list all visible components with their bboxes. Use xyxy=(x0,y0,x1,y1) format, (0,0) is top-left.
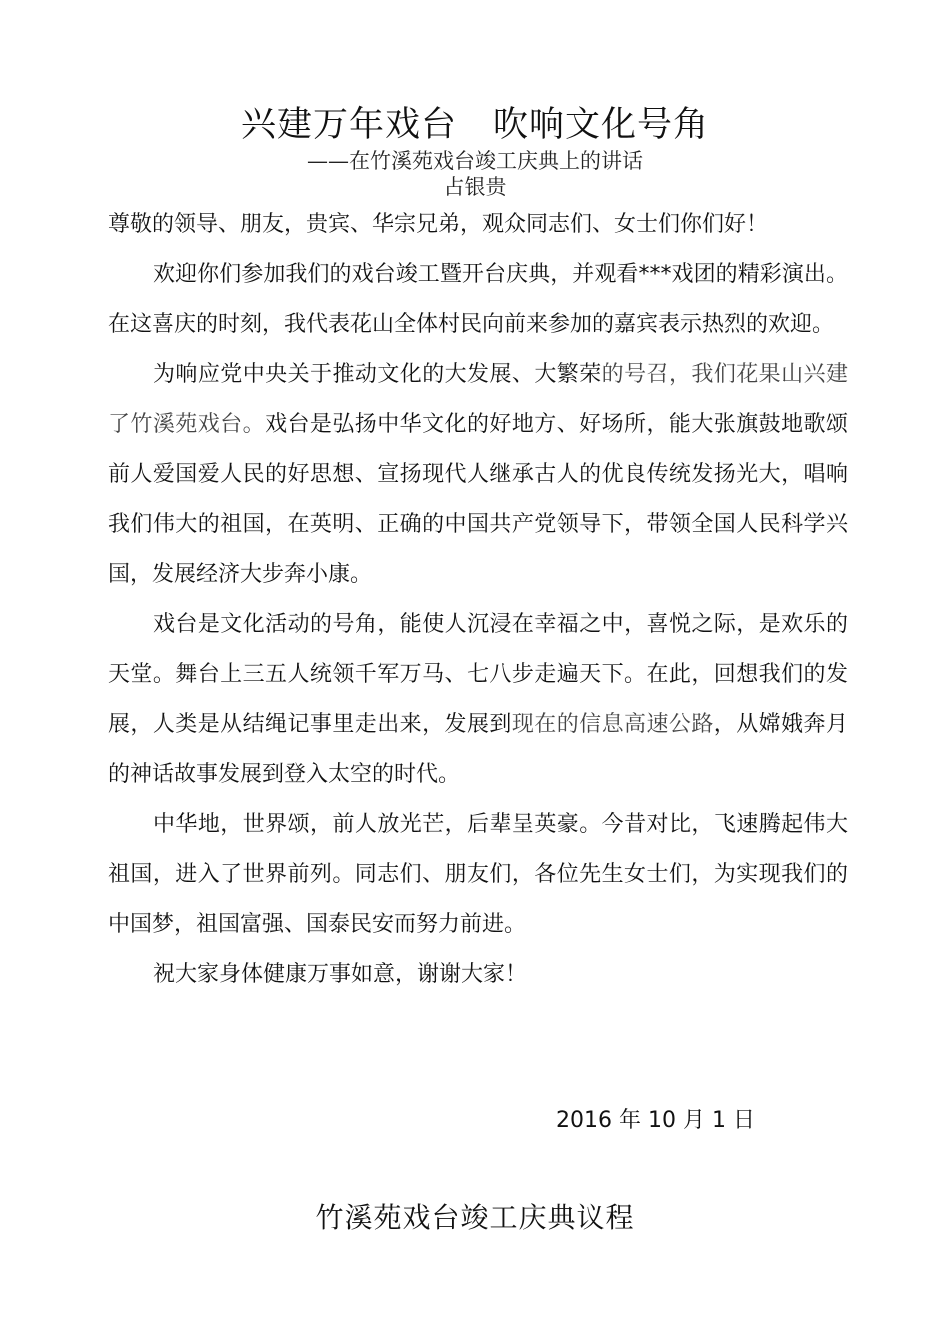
theatre-paragraph-part-1: 为响应党中央关于推动文化的大发展、大繁荣 xyxy=(153,362,602,387)
theatre-paragraph-part-3: 戏台是弘扬中华文化的好地方、好场所，能大张旗鼓地歌颂前人爱国爱人民的好思想、宣扬现代人继承古人的优良传统发扬光大，唱响我们伟大的祖国，在英明、正确的中国共产党领导下，带领全国人民科学兴国，发展经济大步奔小康。 xyxy=(108,412,848,587)
salutation-paragraph: 尊敬的领导、朋友，贵宾、华宗兄弟，观众同志们、女士们你们好！ xyxy=(108,212,769,237)
theatre-paragraph xyxy=(108,350,848,600)
speech-subtitle: ——在竹溪苑戏台竣工庆典上的讲话 xyxy=(307,149,643,173)
closing-paragraph: 祝大家身体健康万事如意，谢谢大家！ xyxy=(153,962,528,987)
culture-paragraph-part-2: 现在的信息高速公路 xyxy=(511,712,714,737)
speech-body xyxy=(108,200,848,1000)
theatre-paragraph-part-2: 的号召，我们花果山兴建了竹溪苑戏台。 xyxy=(108,362,848,437)
speech-date: 2016 年 10 月 1 日 xyxy=(556,1108,755,1133)
culture-paragraph-part-1: 戏台是文化活动的号角，能使人沉浸在幸福之中，喜悦之际，是欢乐的天堂。舞台上三五人统领千军万马、七八步走遍天下。在此，回想我们的发展，人类是从结绳记事里走出来，发展到 xyxy=(108,612,848,737)
welcome-paragraph: 欢迎你们参加我们的戏台竣工暨开台庆典，并观看***戏团的精彩演出。在这喜庆的时刻，我代表花山全体村民向前来参加的嘉宾表示热烈的欢迎。 xyxy=(108,262,848,337)
agenda-title: 竹溪苑戏台竣工庆典议程 xyxy=(315,1201,635,1234)
speech-author: 占银贵 xyxy=(443,175,507,199)
culture-paragraph-part-3: ，从嫦娥奔月的神话故事发展到登入太空的时代。 xyxy=(108,712,848,787)
speech-title: 兴建万年戏台 吹响文化号角 xyxy=(240,105,709,145)
china-dream-paragraph: 中华地，世界颂，前人放光芒，后辈呈英豪。今昔对比，飞速腾起伟大祖国，进入了世界前列。同志们、朋友们，各位先生女士们，为实现我们的中国梦，祖国富强、国泰民安而努力前进。 xyxy=(108,812,848,937)
culture-paragraph xyxy=(108,600,848,800)
